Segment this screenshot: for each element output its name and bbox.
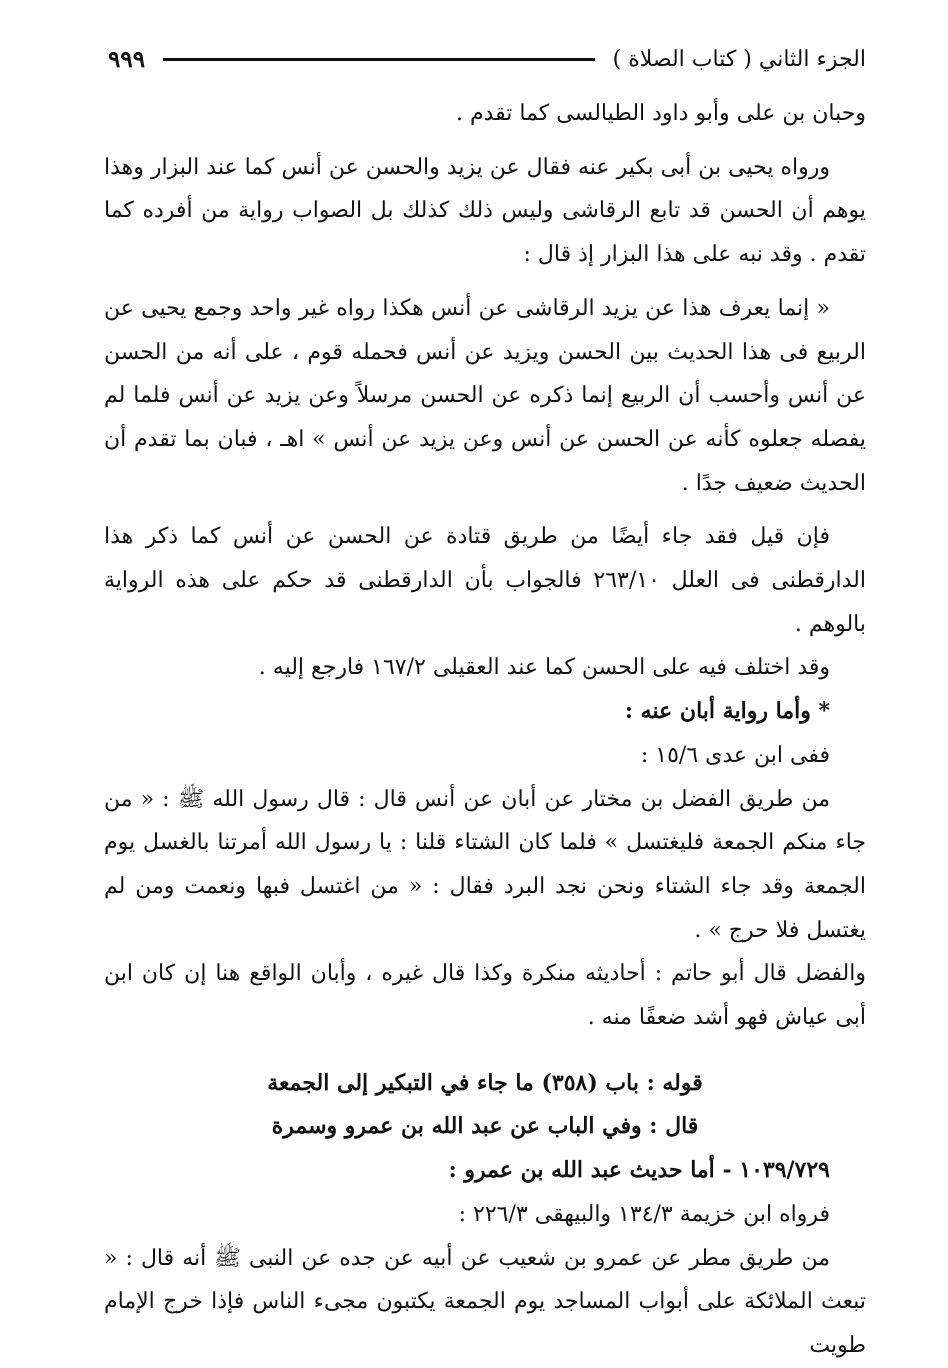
paragraph-7: ففى ابن عدى ١٥/٦ : (640, 742, 830, 768)
page-number: ٩٩٩ (108, 45, 146, 73)
paragraph-9: والفضل قال أبو حاتم : أحاديثه منكرة وكذا قال غيره ، وأبان الواقع هنا إن كان ابن أبى عياش فهو أشد ضعفًا منه . (104, 961, 866, 1031)
subheading-aban: * وأما رواية أبان عنه : (624, 698, 830, 725)
chapter-heading: قوله : باب (٣٥٨) ما جاء في التبكير إلى الجمعة (267, 1069, 703, 1096)
paragraph-2: ورواه يحيى بن أبى بكير عنه فقال عن يزيد والحسن عن أنس كما عند البزار وهذا يوهم أن الحسن قد تابع الرقاشى وليس ذلك كذلك بل الصواب رواية من أفرده كما تقدم . وقد نبه على هذا البزار إذ قال : (104, 154, 866, 268)
running-header (108, 38, 866, 80)
paragraph-5: وقد اختلف فيه على الحسن كما عند العقيلى ١٦٧/٢ فارجع إليه . (258, 655, 830, 681)
running-header-title: الجزء الثاني ( كتاب الصلاة ) (612, 46, 866, 72)
paragraph-1: وحبان بن على وأبو داود الطيالسى كما تقدم . (455, 101, 866, 126)
header-rule (163, 58, 595, 61)
paragraph-8: من طريق الفضل بن مختار عن أبان عن أنس قال : قال رسول الله ﷺ : « من جاء منكم الجمعة فليغتسل » فلما كان الشتاء قلنا : يا رسول الله أمرتنا بالغسل يوم الجمعة وقد جاء الشتاء ونحن نجد البرد فقال : « من اغتسل فبها ونعمت ومن لم يغتسل فلا حرج » . (104, 786, 866, 943)
chapter-subheading: قال : وفي الباب عن عبد الله بن عمرو وسمرة (271, 1113, 699, 1140)
page-body (104, 92, 866, 1368)
paragraph-4: فإن قيل فقد جاء أيضًا من طريق قتادة عن الحسن عن أنس كما ذكر هذا الدارقطنى فى العلل ٢٦٣/١٠ فالجواب بأن الدارقطنى قد حكم على هذه الرواية بالوهم . (104, 524, 866, 637)
hadith-number-line: ١٠٣٩/٧٢٩ - أما حديث عبد الله بن عمرو : (448, 1157, 830, 1184)
paragraph-12: من طريق مطر عن عمرو بن شعيب عن أبيه عن جده عن النبى ﷺ أنه قال : « تبعث الملائكة على أبواب المساجد يوم الجمعة يكتبون مجىء الناس فإذا خرج الإمام طويت (104, 1245, 866, 1358)
paragraph-11: فرواه ابن خزيمة ١٣٤/٣ والبيهقى ٢٢٦/٣ : (458, 1201, 830, 1227)
paragraph-3-quote: « إنما يعرف هذا عن يزيد الرقاشى عن أنس هكذا رواه غير واحد وجمع يحيى عن الربيع فى هذا الحديث بين الحسن ويزيد عن أنس فحمله قوم ، على أنه من الحسن عن أنس وأحسب أن الربيع إنما ذكره عن الحسن مرسلاً وعن يزيد عن أنس فلما لم يفصله جعلوه كأنه عن الحسن عن أنس وعن يزيد عن أنس » اهـ ، فبان بما تقدم أن الحديث ضعيف جدًا . (104, 295, 866, 496)
